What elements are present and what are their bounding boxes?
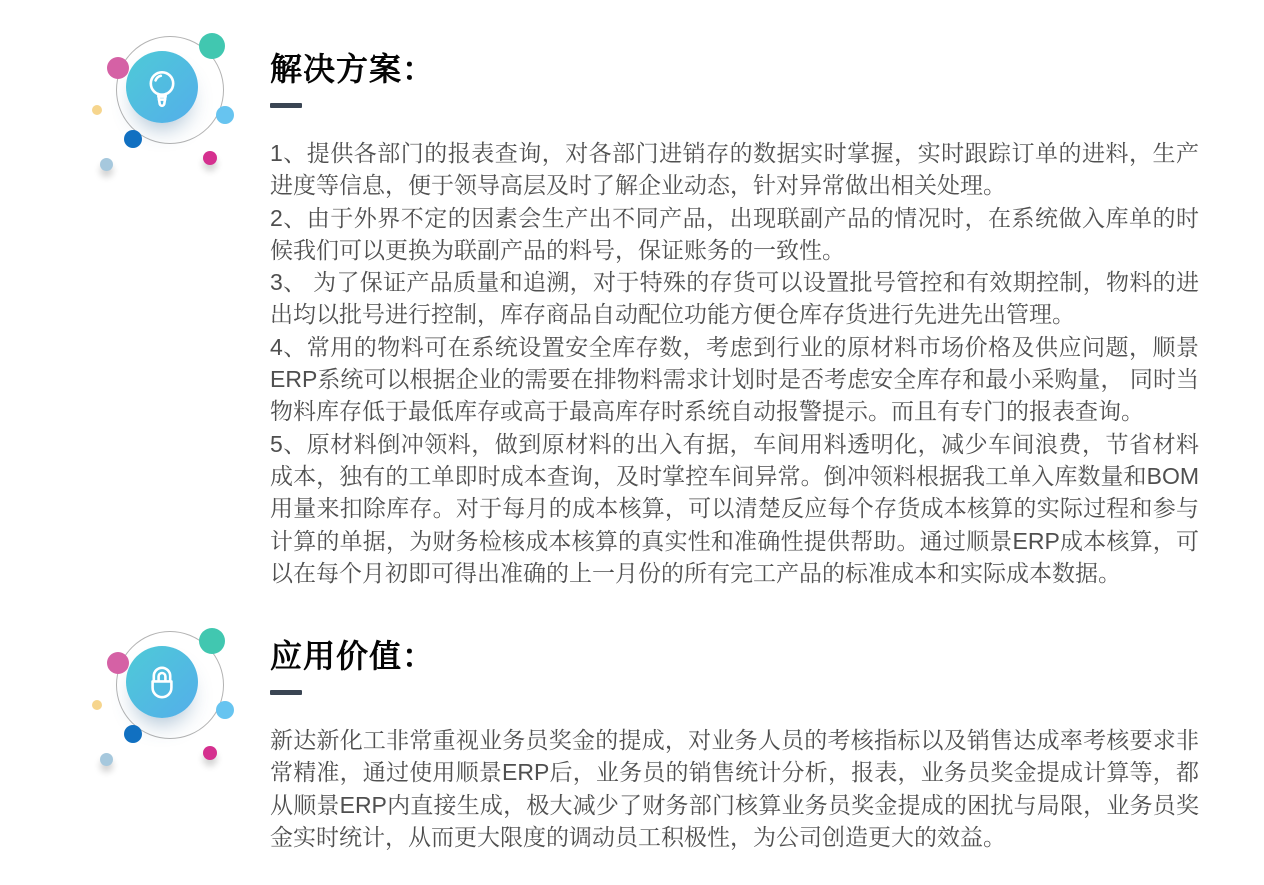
dark-blue-dot [124,130,142,148]
value-paragraphs [270,724,1199,853]
teal-dot [199,628,225,654]
blue-gray-dot [100,158,113,171]
yellow-dot [92,105,102,115]
dark-blue-dot [124,725,142,743]
paragraph: 1、提供各部门的报表查询，对各部门进销存的数据实时掌握，实时跟踪订单的进料，生产进度等信息，便于领导高层及时了解企业动态，针对异常做出相关处理。 [270,140,1199,199]
lightbulb-icon [126,51,198,123]
lock-icon [126,646,198,718]
title-underline [270,690,302,695]
paragraph: 5、原材料倒冲领料，做到原材料的出入有据，车间用料透明化，减少车间浪费，节省材料成本，独有的工单即时成本查询，及时掌控车间异常。倒冲领料根据我工单入库数量和BOM用量来扣除库存。对于每月的成本核算，可以清楚反应每个存货成本核算的实际过程和参与计算的单据，为财务检核成本核算的真实性和准确性提供帮助。通过顺景ERP成本核算，可以在每个月初即可得出准确的上一月份的所有完工产品的标准成本和实际成本数据。 [270,430,1199,586]
title-underline [270,103,302,108]
value-icon-art [85,615,245,785]
paragraph: 3、 为了保证产品质量和追溯，对于特殊的存货可以设置批号管控和有效期控制，物料的进出均以批号进行控制，库存商品自动配位功能方便仓库存货进行先进先出管理。 [270,269,1199,328]
pink-dot [107,57,129,79]
sky-blue-dot [216,106,234,124]
pink-dot [107,652,129,674]
paragraph: 4、常用的物料可在系统设置安全库存数，考虑到行业的原材料市场价格及供应问题，顺景ERP系统可以根据企业的需要在排物料需求计划时是否考虑安全库存和最小采购量， 同时当物料库存低于最低库存或高于最高库存时系统自动报警提示。而且有专门的报表查询。 [270,333,1199,425]
solution-icon-art [85,20,245,190]
paragraph: 新达新化工非常重视业务员奖金的提成，对业务人员的考核指标以及销售达成率考核要求非常精准，通过使用顺景ERP后，业务员的销售统计分析，报表，业务员奖金提成计算等，都从顺景ERP内直接生成，极大减少了财务部门核算业务员奖金提成的困扰与局限，业务员奖金实时统计，从而更大限度的调动员工积极性，为公司创造更大的效益。 [270,727,1199,850]
solution-paragraphs [270,137,1199,589]
magenta-dot [203,746,217,760]
value-content [270,615,1199,853]
solution-content [270,20,1199,589]
teal-dot [199,33,225,59]
yellow-dot [92,700,102,710]
blue-gray-dot [100,753,113,766]
paragraph: 2、由于外界不定的因素会生产出不同产品，出现联副产品的情况时，在系统做入库单的时候我们可以更换为联副产品的料号，保证账务的一致性。 [270,204,1199,263]
magenta-dot [203,151,217,165]
section-title: 应用价值： [270,638,436,674]
section-title: 解决方案： [270,51,436,87]
sky-blue-dot [216,701,234,719]
